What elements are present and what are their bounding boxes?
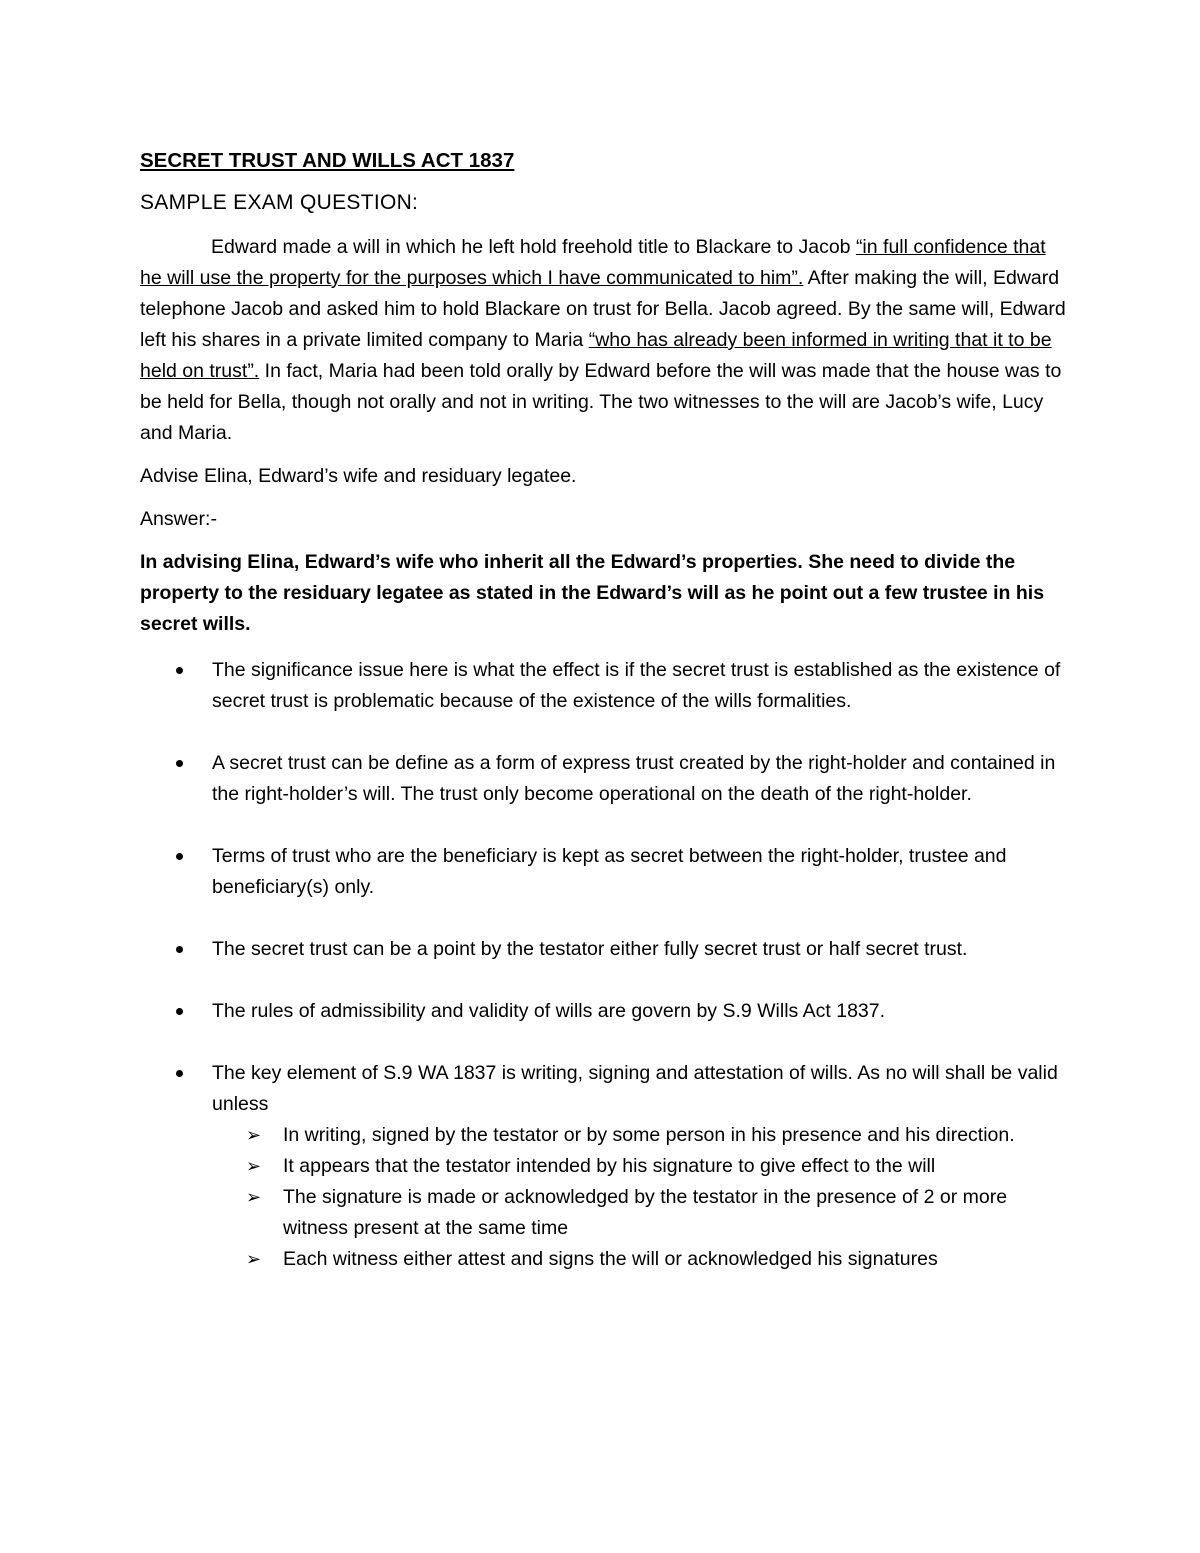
sub-bullet-text: Each witness either attest and signs the will or acknowledged his signatures [283, 1248, 938, 1270]
sub-list-item [140, 1151, 1070, 1182]
sub-bullet-text: In writing, signed by the testator or by some person in his presence and his direction. [283, 1124, 1015, 1146]
question-text-2: After making the will, Edward telephone Jacob and asked him to hold Blackare on trust for Bella. Jacob agreed. By the same will, Edward left his shares in a private limited company to Maria [140, 267, 1066, 351]
document-title: SECRET TRUST AND WILLS ACT 1837 [140, 149, 515, 172]
answer-intro: In advising Elina, Edward’s wife who inherit all the Edward’s properties. She need to divide the property to the residuary legatee as stated in the Edward’s will as he point out a few trustee in his secret wills. [140, 551, 1045, 635]
answer-label: Answer:- [140, 508, 217, 530]
sub-bullet-text: It appears that the testator intended by his signature to give effect to the will [283, 1155, 936, 1177]
sub-bullet-text: The signature is made or acknowledged by the testator in the presence of 2 or more witness present at the same time [283, 1186, 1008, 1239]
list-item [140, 996, 1070, 1027]
sub-list-item [140, 1120, 1070, 1151]
bullet-text: The significance issue here is what the effect is if the secret trust is established as the existence of secret trust is problematic because of the existence of the wills formalities. [212, 659, 1061, 712]
bullet-icon [176, 667, 183, 674]
arrow-bullet-icon: ➢ [246, 1125, 262, 1145]
sub-list-item [140, 1182, 1070, 1244]
question-paragraph [140, 232, 1070, 449]
question-quote-2: “who has already been informed in writing that it to be held on trust”. [140, 329, 1052, 382]
arrow-bullet-icon: ➢ [246, 1249, 262, 1269]
bullet-icon [176, 760, 183, 767]
bullet-text: The rules of admissibility and validity of wills are govern by S.9 Wills Act 1837. [212, 1000, 886, 1022]
list-item [140, 655, 1070, 717]
sub-list-item [140, 1244, 1070, 1275]
arrow-bullet-icon: ➢ [246, 1156, 262, 1176]
advise-line: Advise Elina, Edward’s wife and residuary legatee. [140, 465, 577, 487]
list-item [140, 748, 1070, 810]
bullet-icon [176, 946, 183, 953]
bullet-icon [176, 1070, 183, 1077]
question-quote-1: “in full confidence that he will use the property for the purposes which I have communicated to him”. [140, 236, 1046, 289]
list-item [140, 841, 1070, 903]
bullet-icon [176, 1008, 183, 1015]
section-heading: SAMPLE EXAM QUESTION: [140, 191, 419, 214]
bullet-list [140, 655, 1070, 1275]
sub-bullet-list [212, 1120, 1070, 1275]
bullet-text: A secret trust can be define as a form of express trust created by the right-holder and contained in the right-holder’s will. The trust only become operational on the death of the right-holder. [212, 752, 1056, 805]
bullet-icon [176, 853, 183, 860]
bullet-text: The key element of S.9 WA 1837 is writing, signing and attestation of wills. As no will shall be valid unless [212, 1062, 1058, 1115]
arrow-bullet-icon: ➢ [246, 1187, 262, 1207]
question-text-3: In fact, Maria had been told orally by Edward before the will was made that the house was to be held for Bella, though not orally and not in writing. The two witnesses to the will are Jacob’s wife, Lucy and Maria. [140, 360, 1062, 444]
bullet-text: The secret trust can be a point by the testator either fully secret trust or half secret trust. [212, 938, 968, 960]
question-text-1: Edward made a will in which he left hold freehold title to Blackare to Jacob [211, 236, 856, 258]
bullet-text: Terms of trust who are the beneficiary is kept as secret between the right-holder, trustee and beneficiary(s) only. [212, 845, 1007, 898]
list-item [140, 1058, 1070, 1275]
document-page [140, 146, 1070, 1275]
list-item [140, 934, 1070, 965]
